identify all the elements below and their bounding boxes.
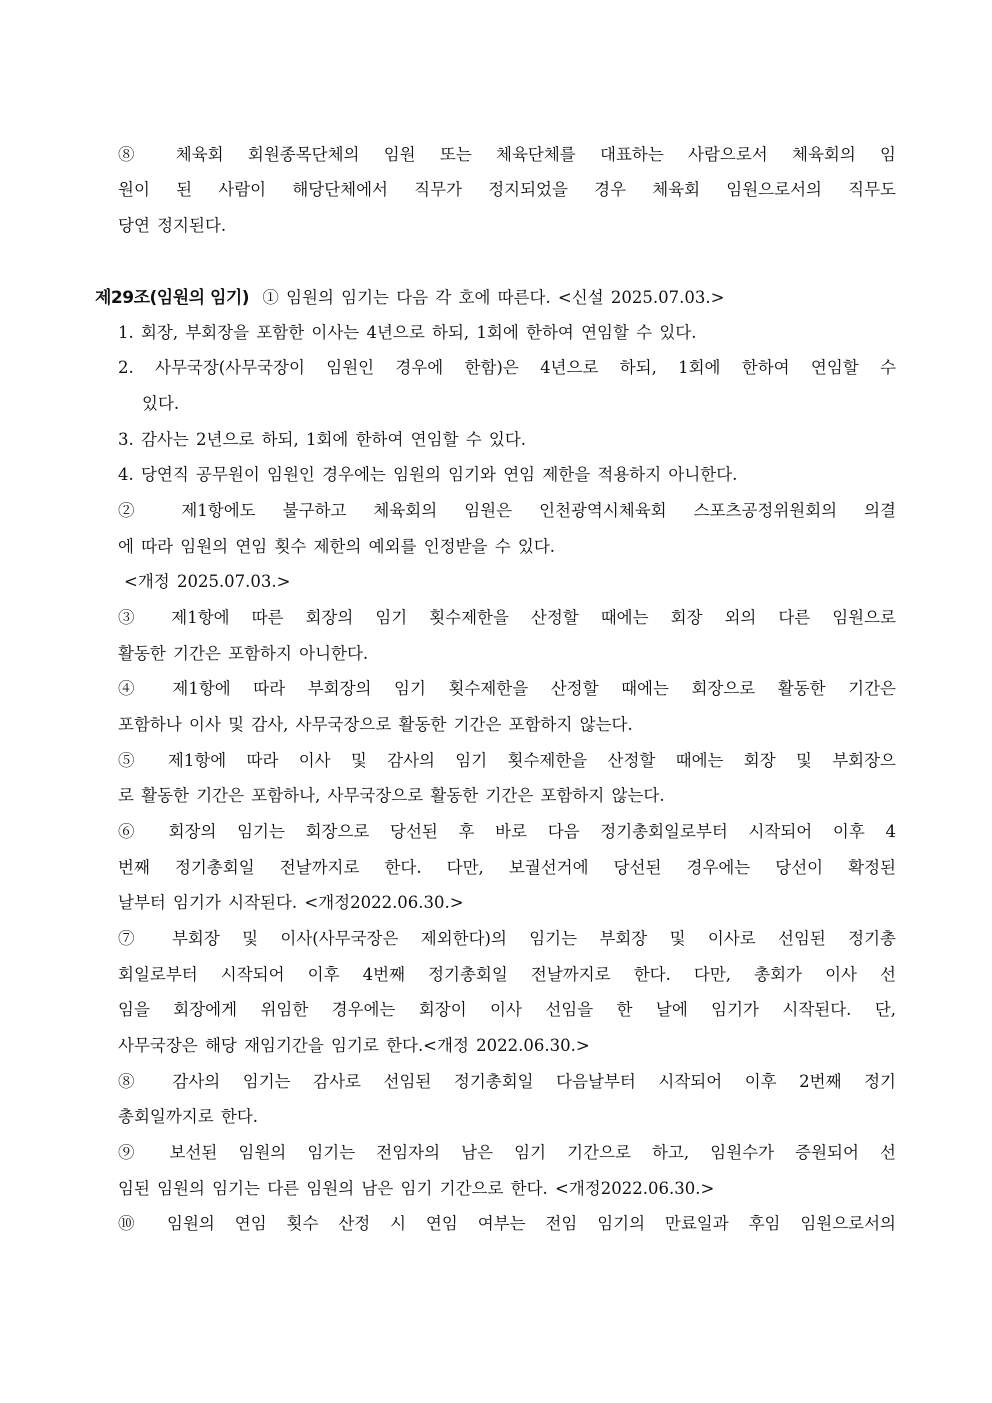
item-2-line-1: 2. 사무국장(사무국장이 임원인 경우에 한함)은 4년으로 하되, 1회에 한하여 연임할 수 bbox=[118, 358, 896, 377]
item-2-line-2: 있다. bbox=[142, 394, 180, 413]
para-2-line-1: ② 제1항에도 불구하고 체육회의 임원은 인천광역시체육회 스포츠공정위원회의 의결 bbox=[118, 501, 896, 520]
para-6-line-1: ⑥ 회장의 임기는 회장으로 당선된 후 바로 다음 정기총회일로부터 시작되어 이후 4 bbox=[118, 822, 896, 841]
para-5-line-2: 로 활동한 기간은 포함하나, 사무국장으로 활동한 기간은 포함하지 않는다. bbox=[118, 786, 665, 805]
para-8-line-1: ⑧ 감사의 임기는 감사로 선임된 정기총회일 다음날부터 시작되어 이후 2번째 정기 bbox=[118, 1072, 896, 1091]
para-4-line-1: ④ 제1항에 따라 부회장의 임기 횟수제한을 산정할 때에는 회장으로 활동한 기간은 bbox=[118, 679, 896, 698]
para-7-line-4: 사무국장은 해당 재임기간을 임기로 한다.<개정 2022.06.30.> bbox=[118, 1036, 590, 1055]
para-8-line-2: 총회일까지로 한다. bbox=[118, 1107, 259, 1126]
para-2-amendment: <개정 2025.07.03.> bbox=[124, 572, 291, 591]
prev-para8-line-3: 당연 정지된다. bbox=[118, 216, 227, 235]
para-7-line-3: 임을 회장에게 위임한 경우에는 회장이 이사 선임을 한 날에 임기가 시작된다. 단, bbox=[118, 1000, 896, 1019]
article-29-intro: ① 임원의 임기는 다음 각 호에 따른다. <신설 2025.07.03.> bbox=[262, 288, 725, 307]
para-6-line-3: 날부터 임기가 시작된다. <개정2022.06.30.> bbox=[118, 893, 464, 912]
para-10-line-1: ⑩ 임원의 연임 횟수 산정 시 연임 여부는 전임 임기의 만료일과 후임 임원으로서의 bbox=[118, 1214, 896, 1233]
item-4: 4. 당연직 공무원이 임원인 경우에는 임원의 임기와 연임 제한을 적용하지 아니한다. bbox=[118, 465, 738, 484]
para-5-line-1: ⑤ 제1항에 따라 이사 및 감사의 임기 횟수제한을 산정할 때에는 회장 및 부회장으 bbox=[118, 751, 896, 770]
para-9-line-1: ⑨ 보선된 임원의 임기는 전임자의 남은 임기 기간으로 하고, 임원수가 증원되어 선 bbox=[118, 1143, 896, 1162]
para-3-line-1: ③ 제1항에 따른 회장의 임기 횟수제한을 산정할 때에는 회장 외의 다른 임원으로 bbox=[118, 608, 896, 627]
para-3-line-2: 활동한 기간은 포함하지 아니한다. bbox=[118, 644, 369, 663]
para-2-line-2: 에 따라 임원의 연임 횟수 제한의 예외를 인정받을 수 있다. bbox=[118, 537, 556, 556]
prev-para8-line-1: ⑧ 체육회 회원종목단체의 임원 또는 체육단체를 대표하는 사람으로서 체육회의 임 bbox=[118, 145, 896, 164]
para-7-line-1: ⑦ 부회장 및 이사(사무국장은 제외한다)의 임기는 부회장 및 이사로 선임된 정기총 bbox=[118, 929, 896, 948]
article-29-heading-line bbox=[95, 286, 724, 310]
item-1: 1. 회장, 부회장을 포함한 이사는 4년으로 하되, 1회에 한하여 연임할 수 있다. bbox=[118, 323, 697, 342]
para-7-line-2: 회일로부터 시작되어 이후 4번째 정기총회일 전날까지로 한다. 다만, 총회가 이사 선 bbox=[118, 965, 896, 984]
para-4-line-2: 포함하나 이사 및 감사, 사무국장으로 활동한 기간은 포함하지 않는다. bbox=[118, 715, 633, 734]
prev-para8-line-2: 원이 된 사람이 해당단체에서 직무가 정지되었을 경우 체육회 임원으로서의 직무도 bbox=[118, 180, 896, 199]
article-29-title: 제29조(임원의 임기) bbox=[95, 288, 250, 308]
item-3: 3. 감사는 2년으로 하되, 1회에 한하여 연임할 수 있다. bbox=[118, 430, 527, 449]
para-6-line-2: 번째 정기총회일 전날까지로 한다. 다만, 보궐선거에 당선된 경우에는 당선이 확정된 bbox=[118, 858, 896, 877]
para-9-line-2: 임된 임원의 임기는 다른 임원의 남은 임기 기간으로 한다. <개정2022.06.30.> bbox=[118, 1179, 715, 1198]
